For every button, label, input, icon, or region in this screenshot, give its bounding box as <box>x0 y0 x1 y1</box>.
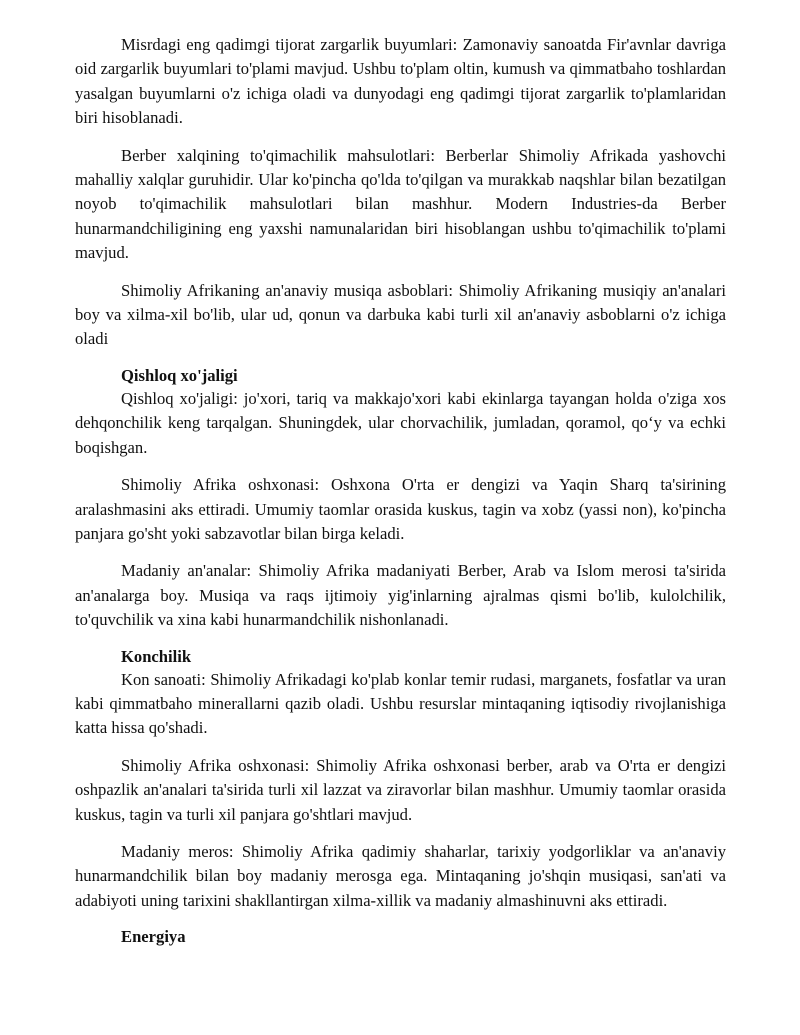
section-heading-agriculture: Qishloq xo'jaligi <box>121 365 238 385</box>
paragraph-berber-textiles: Berber xalqining to'qimachilik mahsulotlari: Berberlar Shimoliy Afrikada yashovchi mahalliy xalqlar guruhidir. Ular ko'pincha qo'lda to'qilgan va murakkab naqshlar bilan bezatilgan noyob to'qimachilik mahsulotlari bilan mashhur. Modern Industries-da Berber hunarmandchiligining eng yaxshi namunalaridan biri hisoblangan ushbu to'qimachilik to'plami mavjud. <box>75 145 726 263</box>
paragraph-jewelry: Misrdagi eng qadimgi tijorat zargarlik buyumlari: Zamonaviy sanoatda Fir'avnlar davriga oid zargarlik buyumlari to'plami mavjud. Ushbu to'plam oltin, kumush va qimmatbaho toshlardan yasalgan buyumlarni o'z ichiga oladi va dunyodagi eng qadimgi tijorat zargarlik to'plamlaridan biri hisoblanadi. <box>75 35 726 128</box>
paragraph-mining-industry: Kon sanoati: Shimoliy Afrikadagi ko'plab konlar temir rudasi, marganets, fosfatlar va uran kabi qimmatbaho minerallarni qazib oladi. Ushbu resurslar mintaqaning iqtisodiy rivojlanishiga katta hissa qo'shadi. <box>75 669 726 738</box>
section-heading-energy: Energiya <box>121 927 186 947</box>
paragraph-music-instruments: Shimoliy Afrikaning an'anaviy musiqa asboblari: Shimoliy Afrikaning musiqiy an'analari boy va xilma-xil bo'lib, ular ud, qonun va darbuka kabi turli xil an'anaviy asboblarni o'z ichiga oladi <box>75 280 726 349</box>
section-heading-mining: Konchilik <box>121 646 192 666</box>
paragraph-cuisine: Shimoliy Afrika oshxonasi: Oshxona O'rta er dengizi va Yaqin Sharq ta'sirining aralashmasini aks ettiradi. Umumiy taomlar orasida kuskus, tagin va xobz (yassi non), ko'pincha panjara go'sht yoki sabzavotlar bilan birga keladi. <box>75 475 726 543</box>
paragraph-cultural-traditions: Madaniy an'analar: Shimoliy Afrika madaniyati Berber, Arab va Islom merosi ta'sirida an'analarga boy. Musiqa va raqs ijtimoiy yig'inlarning ajralmas qismi bo'lib, kulolchilik, to'quvchilik va xina kabi hunarmandchilik nishonlanadi. <box>75 561 726 630</box>
document-page <box>75 33 726 948</box>
paragraph-cultural-heritage: Madaniy meros: Shimoliy Afrika qadimiy shaharlar, tarixiy yodgorliklar va an'anaviy hunarmandchilik bilan boy madaniy merosga ega. Mintaqaning jo'shqin musiqasi, san'ati va adabiyoti uning tarixini shakllantirgan xilma-xillik va madaniy almashinuvni aks ettiradi. <box>75 841 726 910</box>
paragraph-north-african-cuisine: Shimoliy Afrika oshxonasi: Shimoliy Afrika oshxonasi berber, arab va O'rta er dengizi oshpazlik an'analari ta'sirida turli xil lazzat va ziravorlar bilan mashhur. Umumiy taomlar orasida kuskus, tagin va turli xil panjara go'shtlari mavjud. <box>75 755 726 824</box>
paragraph-agriculture: Qishloq xo'jaligi: jo'xori, tariq va makkajo'xori kabi ekinlarga tayangan holda o'ziga xos dehqonchilik keng tarqalgan. Shuningdek, ular chorvachilik, jumladan, qoramol, qo‘y va echki boqishgan. <box>75 388 726 457</box>
